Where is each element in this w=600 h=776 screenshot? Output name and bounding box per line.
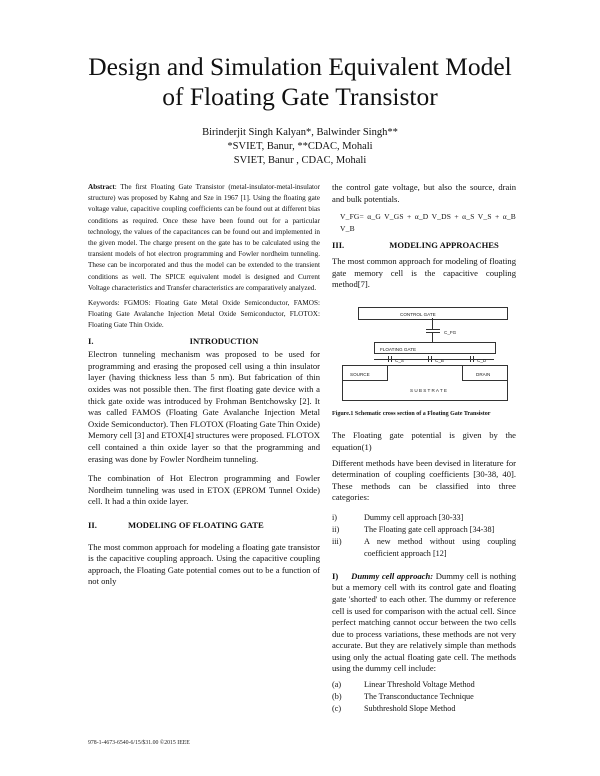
paper-title [0,52,600,112]
keywords: Keywords: FGMOS: Floating Gate Metal Oxide Semiconductor, FAMOS: Floating Gate Avalanche Injection Metal Oxide Semiconductor, FLOTOX: Floating Gate Thin Oxide. [88,299,320,330]
dummy-cell-text: Dummy cell is nothing but a memory cell with its control gate and floating gate 'shorted' to each other. The dummy or reference cell is used for comparison with the actual cell. Since perfect matching cannot occur between the two cells due to process variations, these methods are not very accurate. But they are relatively simple than methods using only the actual floating gate cell. The methods using the dummy cell include: [332,570,516,674]
dummy-cell-paragraph [332,571,516,675]
dummy-marker: I) [332,570,339,581]
list-text: Dummy cell approach [30-33] [364,512,464,522]
figure-1 [338,301,510,403]
list-item [332,512,516,523]
cs-plate-2 [391,356,392,362]
cfg-plate-2 [426,332,440,333]
methods-list [332,512,516,559]
intro-paragraph-1: Electron tunneling mechanism was proposed to be used for programming and erasing the proposed cell using a thin insulator layer (having thickness less than 5 nm). But fabrication of thin oxides was not possible then. The first floating gate device with a thick gate oxide was introduced by Frohman Bentchowsky [2]. It was called FAMOS (Floating Gate Avalanche Injection Metal Oxide Semiconductor). Then FLOTOX (Floating Gate Thin Oxide) Memory cell [3] and ETOX[4] structures were proposed. FLOTOX cell contained a thin oxide layer so that the programming and erasing was done by Fowler Nordheim tunneling. [88,349,320,464]
cd-plate-1 [470,356,471,362]
copyright-footer: 978-1-4673-6540-6/15/$31.00 ©2015 IEEE [88,740,190,746]
cap-wire [374,359,494,360]
list-item [332,536,516,558]
cfg-label: C_FG [444,329,457,335]
cb-plate-1 [428,356,429,362]
author-block [0,126,600,168]
control-gate-label: CONTROL GATE [400,311,436,317]
list-text: The Transconductance Technique [364,692,474,702]
list-marker: (b) [332,692,342,702]
abstract-text: : The first Floating Gate Transistor (metal-insulator-metal-insulator structure) was proposed by Kahng and Sze in 1967 [1]. Using the floating gate voltage value, capacitive coupling coefficients can be found out at different bias conditions as required. Once these have been found out for a particular technology, the values of the capacitances can be found out and implemented in the given model. The charge present on the gate has to be calculated using the transient models of hot electron programming and Fowler nordheim tunneling. These can be incorporated and thus the model can be extended to the transient conditions as well. The SPICE equivalent model is designed and Current Voltage characteristics and Transfer characteristics are comparatively analyzed. [88,183,320,292]
list-marker: (c) [332,704,342,714]
list-item [332,524,516,535]
cb-plate-2 [431,356,432,362]
left-column [88,182,320,592]
cs-plate-1 [388,356,389,362]
source-label: SOURCE [350,371,370,377]
section-2-paragraph: The most common approach for modeling a floating gate transistor is the capacitive coupling approach. Using the capacitive coupling approach, the Floating Gate potential comes out to be a function of not only [88,541,320,587]
cfg-plate-1 [426,329,440,330]
dummy-cell-title: Dummy cell approach: [351,570,434,581]
list-text: The Floating gate cell approach [34-38] [364,525,495,535]
intro-paragraph-2: The combination of Hot Electron programming and Fowler Nordheim tunneling was used in ETOX (EPROM Tunnel Oxide) cell. It had a thin oxide layer. [88,473,320,507]
list-item [332,703,516,714]
title-line-1: Design and Simulation Equivalent Model [88,52,512,81]
list-marker: iii) [332,537,342,547]
title-line-2: of Floating Gate Transistor [162,82,438,111]
section-3-paragraph: The most common approach for modeling of floating gate memory cell is the capacitive coupling method[7]. [332,255,516,290]
section-3-title: MODELING APPROACHES [389,240,499,251]
sub-methods-list [332,679,516,715]
abstract-label: Abstract [88,183,115,191]
substrate-label: S U B S T R A T E [410,387,447,393]
figure-1-caption: Figure.1 Schematic cross section of a Floating Gate Transistor [332,410,491,417]
equation-1: V_FG= α_G V_GS + α_D V_DS + α_S V_S + α_B V_B [340,212,516,233]
section-3-number: III. [332,240,345,251]
cfg-line-bottom [432,332,433,342]
right-paragraph-3: Different methods have been devised in literature for determination of coupling coefficients [30-38, 40]. These methods can be classified into three categories: [332,457,516,503]
author-names: Birinderjit Singh Kalyan*, Balwinder Singh** [202,127,398,138]
abstract [88,182,320,294]
list-marker: i) [332,512,338,522]
list-marker: (a) [332,680,342,690]
right-paragraph-2: The Floating gate potential is given by the equation(1) [332,430,516,452]
section-2-title: MODELING OF FLOATING GATE [128,519,264,530]
section-1-heading [88,336,320,348]
list-text: Subthreshold Slope Method [364,704,456,714]
list-marker: ii) [332,525,340,535]
right-paragraph-1: the control gate voltage, but also the source, drain and bulk potentials. [332,182,516,204]
list-item [332,691,516,702]
section-1-title: INTRODUCTION [189,335,259,346]
cd-plate-2 [473,356,474,362]
cs-label: C_S [395,357,404,363]
affiliation-1: *SVIET, Banur, **CDAC, Mohali [227,141,373,152]
drain-label: DRAIN [476,371,491,377]
section-2-number: II. [88,519,97,530]
section-1-number: I. [88,335,94,346]
cd-label: C_D [477,357,487,363]
floating-gate-label: FLOATING GATE [380,346,417,352]
list-item [332,679,516,690]
list-text: Linear Threshold Voltage Method [364,680,475,690]
section-2-heading [88,520,320,532]
right-column [332,182,516,716]
section-3-heading [332,240,516,252]
cb-label: C_B [435,357,444,363]
list-text: A new method without using coupling coefficient approach [12] [364,537,516,558]
affiliation-2: SVIET, Banur , CDAC, Mohali [233,155,367,166]
